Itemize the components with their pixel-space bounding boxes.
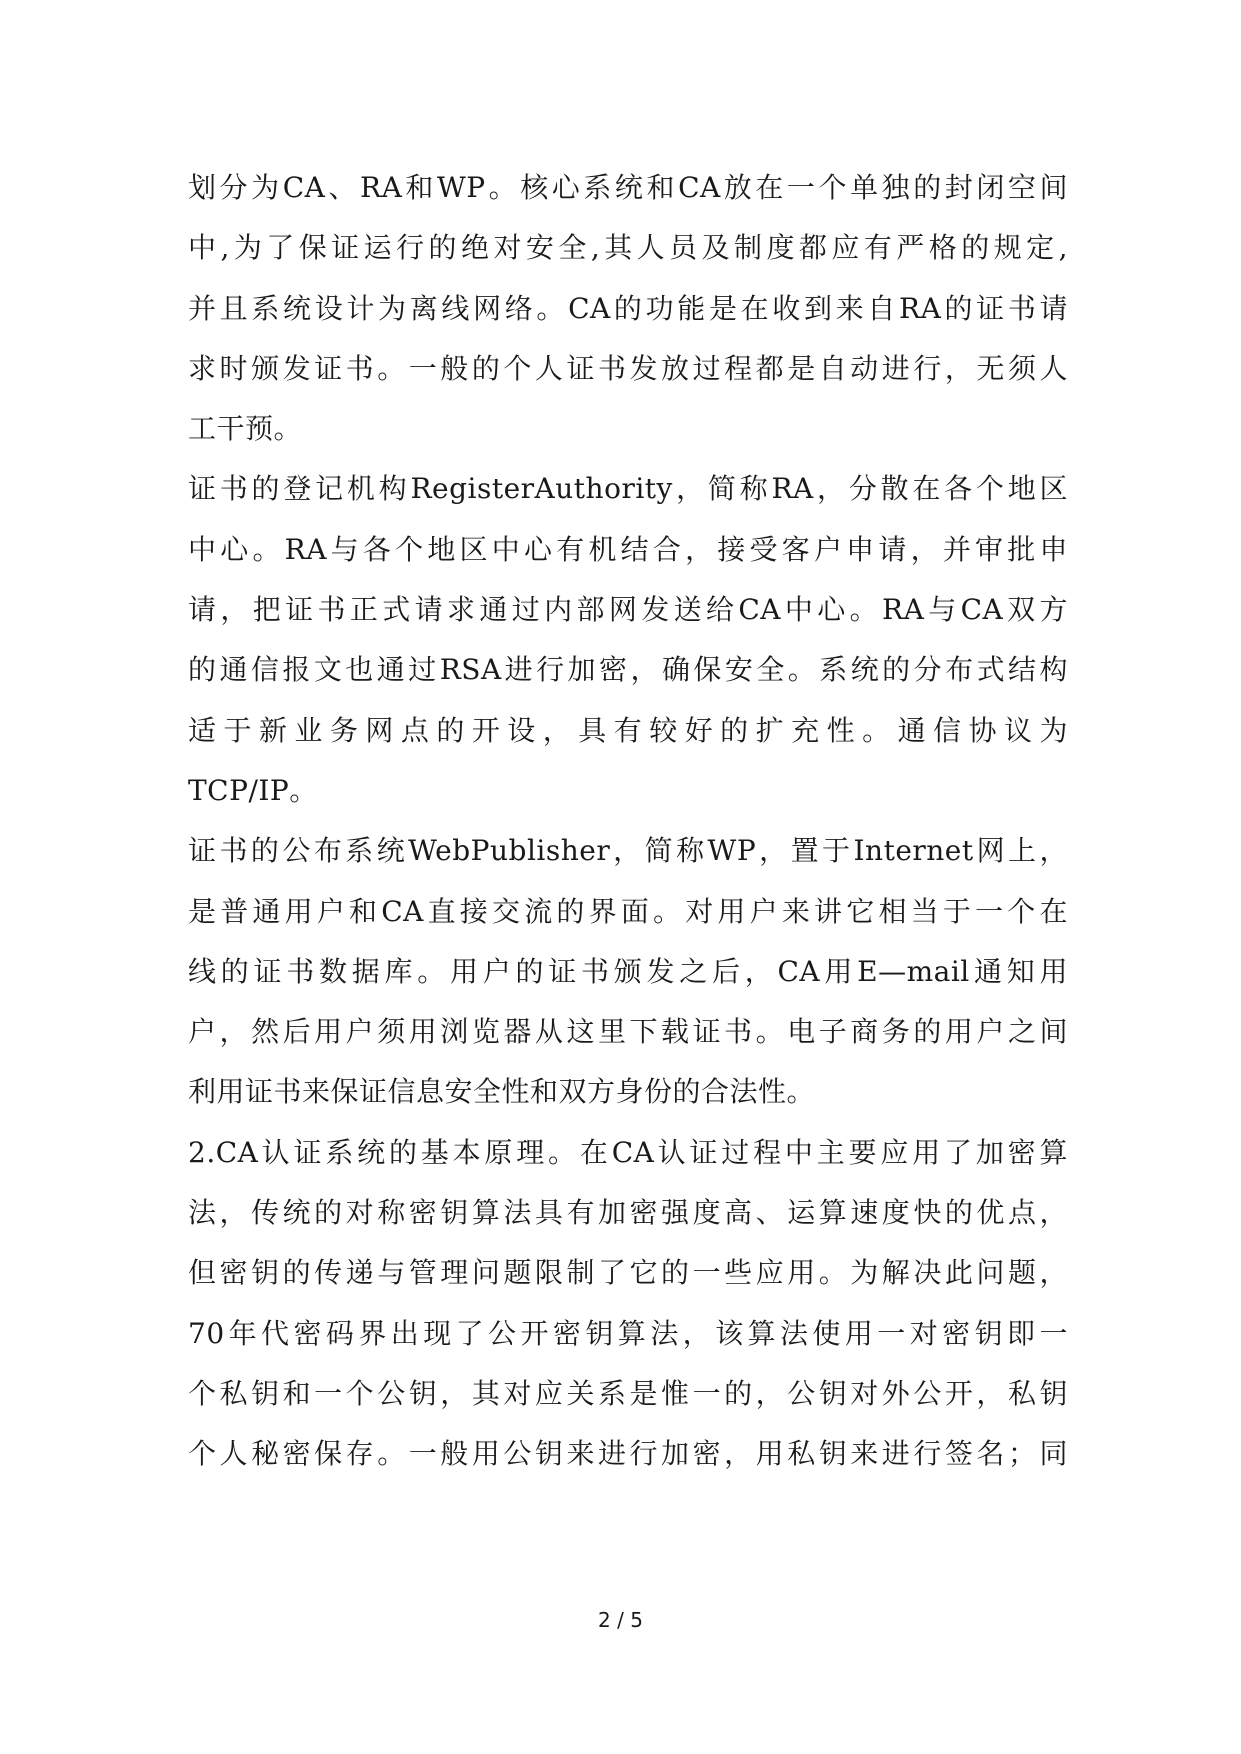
text-line: 个私钥和一个公钥，其对应关系是惟一的，公钥对外公开，私钥 [188, 1376, 1068, 1410]
body-text [188, 158, 1068, 1485]
text-line: 70年代密码界出现了公开密钥算法，该算法使用一对密钥即一 [188, 1316, 1068, 1350]
text-line: 利用证书来保证信息安全性和双方身份的合法性。 [188, 1075, 816, 1109]
text-line: 证书的登记机构RegisterAuthority，简称RA，分散在各个地区 [188, 472, 1068, 506]
text-line: 划分为CA、RA和WP。核心系统和CA放在一个单独的封闭空间 [188, 171, 1068, 204]
text-line: 证书的公布系统WebPublisher，简称WP，置于Internet网上， [188, 834, 1068, 868]
text-line: 但密钥的传递与管理问题限制了它的一些应用。为解决此问题， [188, 1256, 1068, 1290]
text-line: 个人秘密保存。一般用公钥来进行加密，用私钥来进行签名；同 [188, 1437, 1068, 1471]
text-line: 求时颁发证书。一般的个人证书发放过程都是自动进行，无须人 [188, 351, 1068, 385]
text-line: 是普通用户和CA直接交流的界面。对用户来讲它相当于一个在 [188, 894, 1068, 928]
text-line: 户，然后用户须用浏览器从这里下载证书。电子商务的用户之间 [188, 1015, 1068, 1049]
text-line: 2.CA认证系统的基本原理。在CA认证过程中主要应用了加密算 [188, 1135, 1068, 1169]
text-line: 适于新业务网点的开设，具有较好的扩充性。通信协议为 [188, 713, 1068, 747]
text-line: 中心。RA与各个地区中心有机结合，接受客户申请，并审批申 [188, 532, 1068, 566]
text-line: 法，传统的对称密钥算法具有加密强度高、运算速度快的优点， [188, 1196, 1068, 1230]
text-line: 请，把证书正式请求通过内部网发送给CA中心。RA与CA双方 [188, 593, 1068, 627]
page-number: 2 / 5 [598, 1608, 643, 1632]
text-line: 并且系统设计为离线网络。CA的功能是在收到来自RA的证书请 [188, 291, 1068, 325]
text-line: 中,为了保证运行的绝对安全,其人员及制度都应有严格的规定, [188, 231, 1068, 265]
text-line: 工干预。 [188, 412, 303, 446]
text-line: 线的证书数据库。用户的证书颁发之后，CA用E—mail通知用 [188, 954, 1068, 988]
text-line: 的通信报文也通过RSA进行加密，确保安全。系统的分布式结构 [188, 653, 1068, 687]
text-line: TCP/IP。 [188, 773, 318, 807]
